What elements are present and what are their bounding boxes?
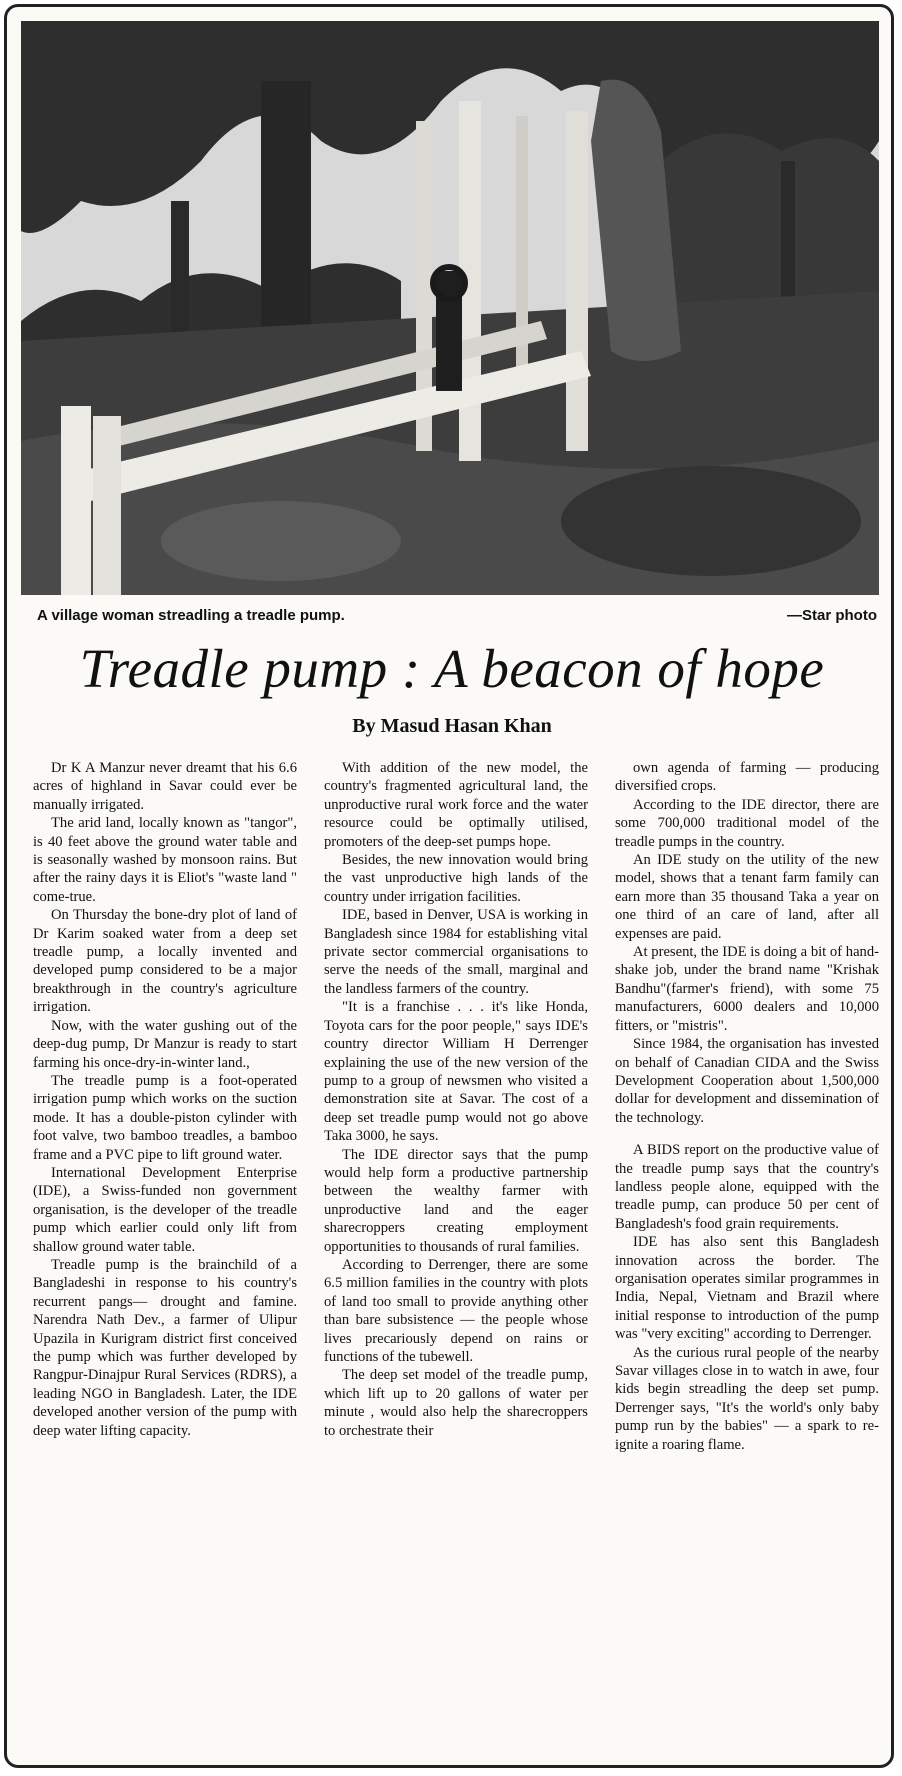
paragraph: The arid land, locally known as "tangor", is 40 feet above the ground water table and is seasonally washed by monsoon rains. But after the rainy days it is Eliot's "waste land " come-true. bbox=[33, 815, 297, 905]
article-body bbox=[33, 759, 879, 1767]
paragraph: Since 1984, the organisation has invested on behalf of Canadian CIDA and the Swiss Development Cooperation about 1,500,000 dollar for development and dissemination of the technology. bbox=[615, 1036, 879, 1126]
paragraph: own agenda of farming — producing diversified crops. bbox=[615, 760, 879, 795]
paragraph: According to the IDE director, there are some 700,000 traditional model of the treadle pumps in the country. bbox=[615, 796, 879, 850]
paragraph: An IDE study on the utility of the new model, shows that a tenant farm family can earn more than 35 thousand Taka a year on one third of an care of land, after all expenses are paid. bbox=[615, 852, 879, 942]
caption-text: A village woman streadling a treadle pump. bbox=[37, 607, 345, 624]
newspaper-clipping bbox=[4, 4, 894, 1768]
byline: By Masud Hasan Khan bbox=[352, 715, 552, 737]
paragraph: IDE, based in Denver, USA is working in Bangladesh since 1984 for establishing vital private sector commercial organisations to serve the needs of the small, marginal and the landless farmers of the country. bbox=[324, 907, 588, 997]
paragraph: IDE has also sent this Bangladesh innovation across the border. The organisation operates similar programmes in India, Nepal, Vietnam and Brazil where initial response to introduction of the pump was "very exciting" according to Derrenger. bbox=[615, 1234, 879, 1343]
paragraph: The treadle pump is a foot-operated irrigation pump which works on the suction mode. It has a double-piston cylinder with foot valve, two bamboo treadles, a bamboo frame and a PVC pipe to lift ground water. bbox=[33, 1072, 297, 1163]
paragraph: At present, the IDE is doing a bit of hand-shake job, under the brand name "Krishak Bandhu"(farmer's friend), with some 75 manufacturers, 6000 dealers and 10,000 fitters, or "mistris". bbox=[615, 944, 879, 1034]
treadle-pump-photo bbox=[21, 21, 879, 595]
treadle-pump-photo-icon bbox=[21, 21, 879, 595]
photo-caption bbox=[29, 605, 877, 627]
paragraph: International Development Enterprise (IDE), a Swiss-funded non government organisation, is the developer of the treadle pump which earlier could only lift from shallow ground water table. bbox=[33, 1164, 297, 1255]
paragraph: A BIDS report on the productive value of the treadle pump says that the country's landless people alone, equipped with the treadle pump, can produce 50 per cent of Bangladesh's food grain requirements. bbox=[615, 1142, 879, 1232]
paragraph: With addition of the new model, the country's fragmented agricultural land, the unproductive rural work force and the water resource could be optimally utilised, promoters of the deep-set pumps hope. bbox=[324, 760, 588, 850]
paragraph: Now, with the water gushing out of the deep-dug pump, Dr Manzur is ready to start farming his once-dry-in-winter land., bbox=[33, 1017, 297, 1071]
paragraph: "It is a franchise . . . it's like Honda, Toyota cars for the poor people," says IDE's country director William H Derrenger explaining the use of the new version of the pump to a group of newsmen who visited a demonstration site at Savar. The cost of a deep set treadle pump would not go above Taka 3000, he says. bbox=[324, 999, 588, 1145]
paragraph: The deep set model of the treadle pump, which lift up to 20 gallons of water per minute , would also help the sharecroppers to orchestrate their bbox=[324, 1367, 588, 1439]
paragraph: On Thursday the bone-dry plot of land of Dr Karim soaked water from a deep set treadle pump, a locally invented and developed pump considered to be a major breakthrough in the country's agriculture irrigation. bbox=[33, 907, 297, 1016]
paragraph: Besides, the new innovation would bring the vast unproductive high lands of the country under irrigation facilities. bbox=[324, 852, 588, 905]
column-1 bbox=[33, 759, 297, 1767]
column-3 bbox=[615, 759, 879, 1767]
paragraph: The IDE director says that the pump would help form a productive partnership between the wealthy farmer with unproductive land and the eager sharecroppers creating employment opportunities to thousands of rural families. bbox=[324, 1146, 588, 1255]
column-2 bbox=[324, 759, 588, 1767]
paragraph: Dr K A Manzur never dreamt that his 6.6 acres of highland in Savar could ever be manually irrigated. bbox=[33, 760, 297, 813]
paragraph: Treadle pump is the brainchild of a Bangladeshi in response to his country's recurrent pangs— drought and famine. Narendra Nath Dev., a farmer of Ulipur Upazila in Kurigram district first conceived the pump which was further developed by Rangpur-Dinajpur Rural Services (RDRS), a leading NGO in Bangladesh. Later, the IDE developed another version of the pump with deep water lifting capacity. bbox=[33, 1256, 297, 1439]
paragraph: As the curious rural people of the nearby Savar villages close in to watch in awe, four kids begin streadling the deep set pump. Derrenger says, "It's the world's only baby pump run by the babies" — a spark to re-ignite a roaring flame. bbox=[615, 1344, 879, 1453]
paragraph: According to Derrenger, there are some 6.5 million families in the country with plots of land too small to provide anything other than bare subsistence — the people whose lives precariously depend on rains or functions of the tubewell. bbox=[324, 1256, 588, 1365]
photo-credit: —Star photo bbox=[787, 607, 877, 624]
headline: Treadle pump : A beacon of hope bbox=[79, 638, 825, 699]
